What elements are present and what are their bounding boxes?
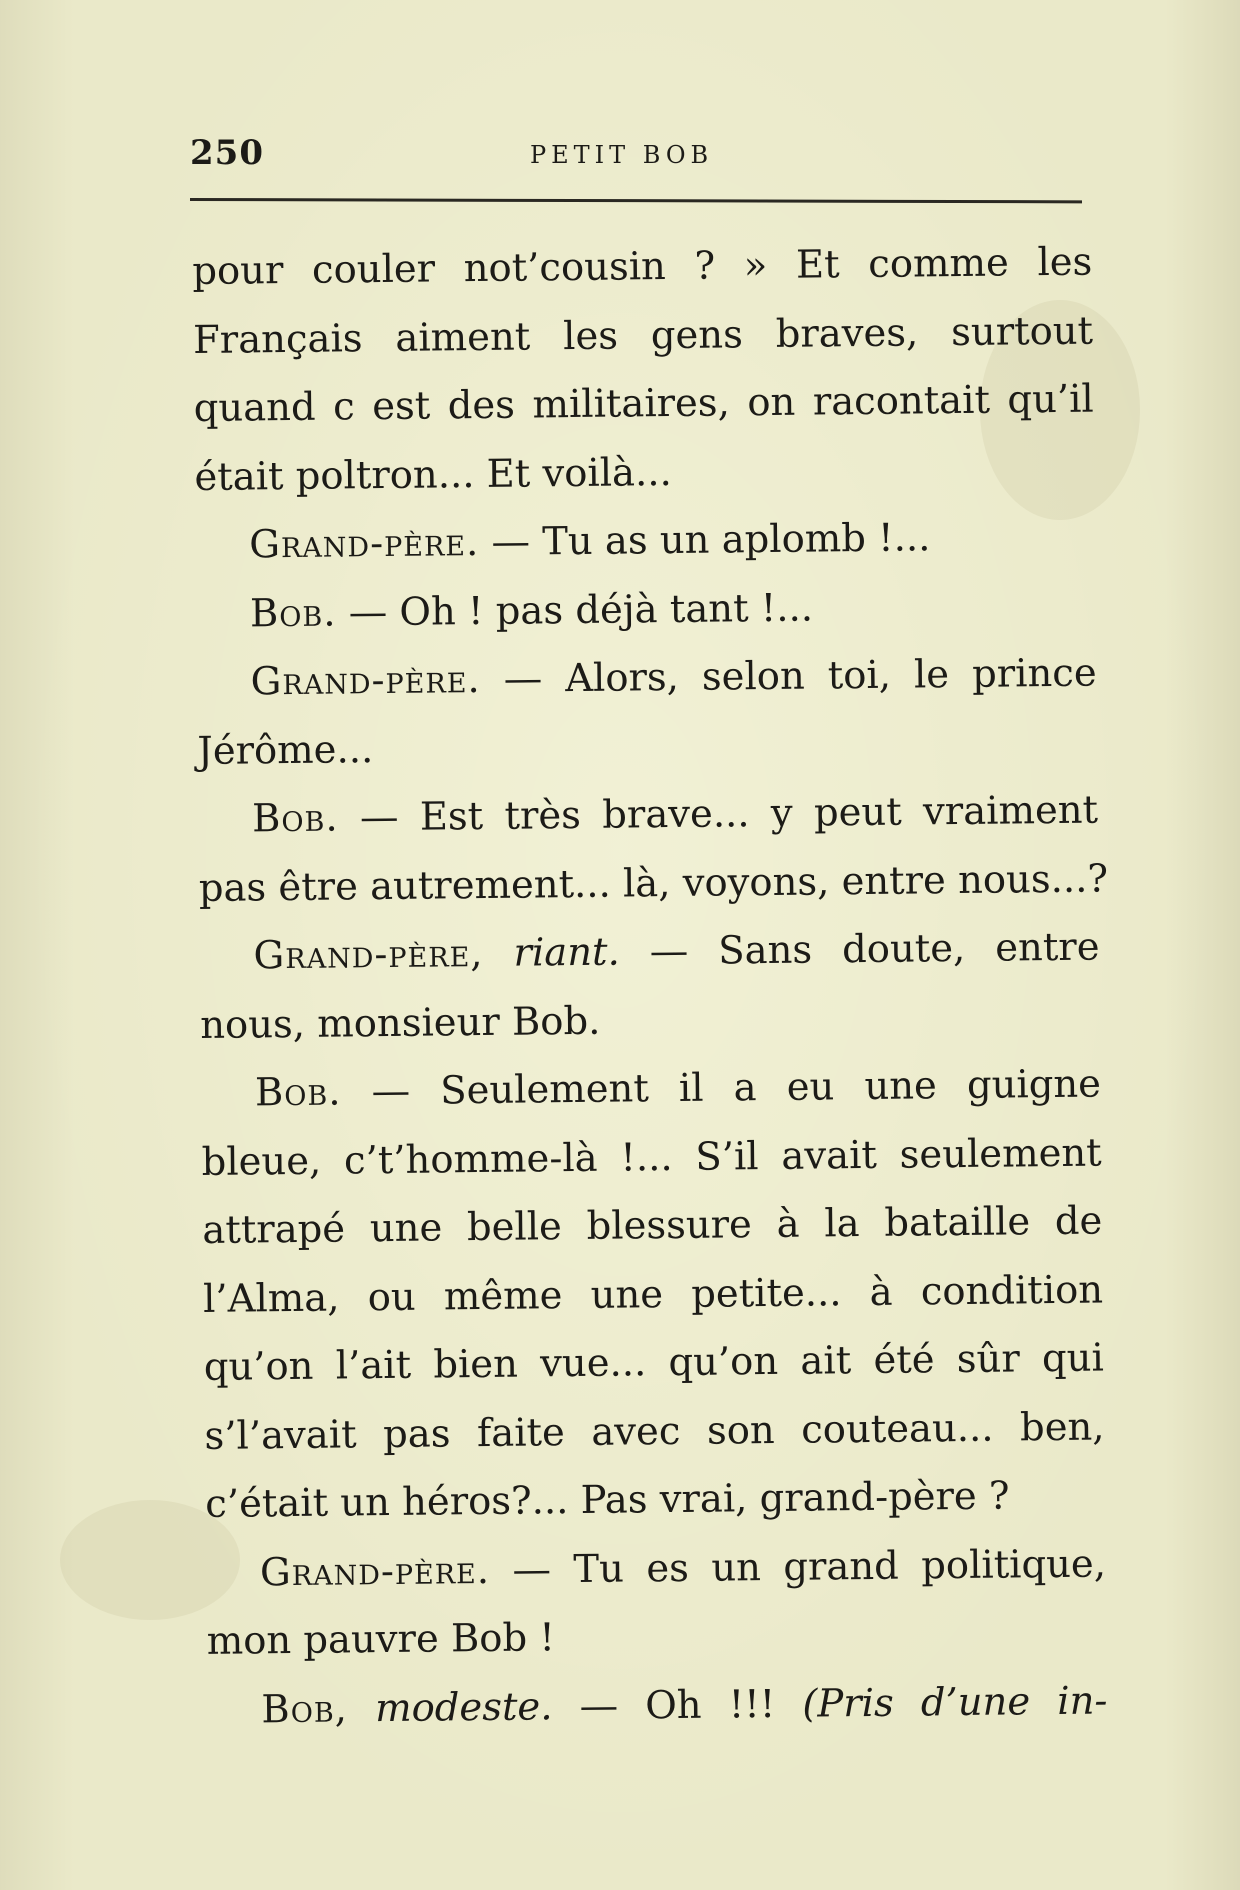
line-text: c’était un héros?... Pas vrai, grand-père ?: [205, 1473, 1010, 1527]
dialogue-line: [196, 640, 1097, 718]
line-text: — Est très brave... y peut vraiment: [338, 787, 1099, 841]
text-line: [201, 1119, 1102, 1197]
page-number: 250: [190, 133, 264, 173]
speaker-name: Bob.: [251, 795, 339, 842]
text-line: [202, 1188, 1103, 1266]
speaker-name: Bob.: [254, 1069, 342, 1116]
speaker-name: Bob.: [249, 590, 337, 636]
line-text: attrapé une belle blessure à la bataille de: [202, 1198, 1103, 1253]
line-text: — Alors, selon toi, le prince: [480, 650, 1097, 703]
dialogue-line: [195, 503, 1096, 581]
line-text: Français aiment les gens braves, surtout: [192, 308, 1094, 363]
line-text: s’l’avait pas faite avec son couteau... ben,: [204, 1404, 1105, 1459]
speaker-name: Grand-père.: [259, 1547, 491, 1595]
speaker-name: Grand-père,: [253, 930, 484, 979]
speaker-name: Bob,: [261, 1685, 349, 1732]
text-line: [205, 1462, 1106, 1540]
line-text: quand c est des militaires, on racontait qu’il: [193, 376, 1094, 431]
text-line: [204, 1393, 1105, 1471]
dialogue-line: [199, 914, 1100, 992]
dialogue-line: [198, 777, 1099, 855]
text-line: [203, 1325, 1104, 1403]
line-text: Jérôme...: [197, 726, 374, 774]
text-line: [193, 297, 1094, 375]
line-text: pas être autrement... là, voyons, entre nous...?: [198, 855, 1109, 911]
line-text: nous, monsieur Bob.: [200, 998, 601, 1048]
line-text: qu’on l’ait bien vue... qu’on ait été sûr qui: [203, 1335, 1105, 1390]
text-line: [198, 845, 1109, 923]
dialogue-line: [207, 1667, 1108, 1745]
line-text: — Seulement il a eu une guigne: [341, 1061, 1102, 1115]
speaker-name: Grand-père.: [248, 520, 480, 568]
page-header: [190, 133, 1080, 183]
dialogue-line: [201, 1051, 1102, 1129]
body-text: [192, 229, 1108, 1745]
line-text: — Tu as un aplomb !...: [479, 515, 931, 566]
line-text: était poltron... Et voilà...: [194, 449, 672, 500]
line-text: — Tu es un grand politique,: [489, 1541, 1107, 1593]
dialogue-line: [206, 1530, 1107, 1608]
line-text: mon pauvre Bob !: [206, 1615, 556, 1664]
line-text: l’Alma, ou même une petite... à condition: [202, 1267, 1104, 1322]
running-title: PETIT BOB: [530, 141, 714, 169]
header-rule: [190, 198, 1082, 203]
stage-direction: modeste.: [347, 1683, 553, 1731]
line-text: bleue, c’t’homme-là !... S’il avait seulement: [201, 1130, 1102, 1185]
line-text: — Sans doute, entre: [619, 924, 1100, 975]
line-text: pour couler not’cousin ? » Et comme les: [192, 239, 1093, 294]
text-line: [200, 982, 1101, 1060]
dialogue-line: [196, 571, 1097, 649]
speaker-name: Grand-père.: [250, 657, 481, 705]
text-line: [192, 229, 1093, 307]
text-line: [203, 1256, 1104, 1334]
text-line: [194, 434, 1095, 512]
line-text: — Oh !!!: [552, 1681, 803, 1729]
text-line: [193, 366, 1094, 444]
stage-direction: riant.: [483, 929, 620, 976]
text-line: [197, 708, 1098, 786]
text-line: [206, 1599, 1107, 1677]
line-text: — Oh ! pas déjà tant !...: [336, 585, 814, 636]
stage-direction: (Pris d’une in-: [802, 1677, 1108, 1727]
